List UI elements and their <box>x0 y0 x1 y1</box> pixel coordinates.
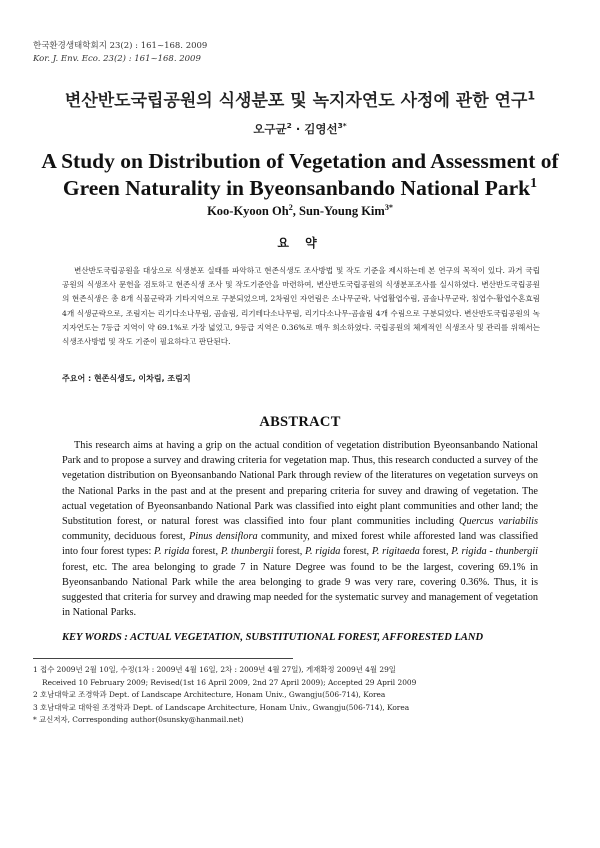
korean-abstract: 변산반도국립공원을 대상으로 식생분포 실태를 파악하고 현존식생도 조사방법 및 작도 기준을 제시하는데 본 연구의 목적이 있다. 과거 국립공원의 식생조사 문헌을 검토하고 현존식생 조사 및 작도기준안을 마련하여, 변산반도국립공원의 식생분포조사를 실시하였다. 변산반도국립공원의 현존식생은 총 8개 식물군락과 기타지역으로 구분되었으며, 2차림인 자연림은 소나무군락, 낙엽활엽수림, 곰솔나무군락, 침엽수-활엽수혼효림 4개 식생군락으로, 조림지는 리기다소나무림, 곰솔림, 리기테다소나무림, 리기다소나무-곰솔림 4개 수림으로 구분되었다. 변산반도국립공원의 녹지자연도는 7등급 지역이 약 69.1%로 가장 넓었고, 9등급 지역은 0.36%로 매우 희소하였다. 국립공원의 체계적인 식생조사 및 관리를 위해서는 식생조사방법 및 작도 기준이 필요하다고 판단된다. <box>62 266 540 347</box>
footnote-3: 3 호남대학교 대학원 조경학과 Dept. of Landscape Architecture, Honam Univ., Gwangju(506-714), Korea <box>33 702 410 712</box>
abstract-text-1: This research aims at having a grip on the actual condition of vegetation distribution Byeonsanbando National Park and to propose a survey and drawing criteria for vegetation map. Thus, this research conducted a survey of the vegetation distribution on Byeonsanbando National Park through review of the literatures on vegetation surveys on the National Parks in the past and at the present and preparing criteria for suvey and drawing of vegetation. The actual vegetation of Byeonsanbando National Park was classified into eight plant communities and other land; the Substitution forest, or natural forest was classified into four plant communities including <box>62 440 538 528</box>
abstract-text-2: community, deciduous forest, <box>62 531 189 543</box>
abstract-text-4: forest, <box>189 546 221 558</box>
abstract-species-1: Quercus variabilis <box>459 516 538 528</box>
korean-authors <box>0 121 600 137</box>
footnote-1-english: Received 10 February 2009; Revised(1st 16 April 2009, 2nd 27 April 2009); Accepted 29 April 2009 <box>42 677 417 687</box>
english-title-line-2: Green Naturality in Byeonsanbando National Park <box>62 176 531 200</box>
author-1-en: Koo-Kyoon Oh <box>207 204 289 218</box>
journal-citation-en: Kor. J. Env. Eco. 23(2) : 161~168. 2009 <box>33 54 201 64</box>
summary-heading-ko: 요 약 <box>277 236 323 250</box>
author-separator: · <box>291 122 305 136</box>
footnote-corresponding: * 교신저자, Corresponding author(0sunsky@hanmail.net) <box>33 715 244 724</box>
journal-citation-ko: 한국환경생태학회지 23(2) : 161~168. 2009 <box>33 41 208 51</box>
english-title-line-2-wrap <box>0 175 600 202</box>
footnote-1: 1 접수 2009년 2월 10일, 수정(1차 : 2009년 4월 16일, 2차 : 2009년 4월 27일), 게재확정 2009년 4월 29일 <box>33 665 396 674</box>
footnotes <box>33 664 573 727</box>
korean-title-footnote-mark: 1 <box>527 89 536 103</box>
abstract-text-6: forest, <box>340 546 372 558</box>
abstract-species-6: P. rigitaeda <box>371 546 420 558</box>
footnote-2: 2 호남대학교 조경학과 Dept. of Landscape Architecture, Honam Univ., Gwangju(506-714), Korea <box>33 690 386 699</box>
english-title-line-1: A Study on Distribution of Vegetation and Assessment of <box>41 149 559 173</box>
english-authors <box>0 204 600 219</box>
korean-keywords: 주요어 : 현존식생도, 이차림, 조림지 <box>62 374 191 383</box>
english-keywords: KEY WORDS : ACTUAL VEGETATION, SUBSTITUTIONAL FOREST, AFFORESTED LAND <box>62 632 484 643</box>
abstract-species-7: P. rigida - thunbergii <box>451 546 539 558</box>
abstract-species-2: Pinus densiflora <box>188 531 258 543</box>
author-2-ko: 김영선 <box>304 122 338 136</box>
abstract-species-4: P. thunbergii <box>220 546 274 558</box>
author-2-en-affil: 3* <box>384 202 393 212</box>
author-1-ko-affil: 2 <box>286 121 292 131</box>
english-abstract <box>62 438 538 620</box>
abstract-text-7: forest, <box>419 546 452 558</box>
english-title <box>0 148 600 202</box>
abstract-species-5: P. rigida <box>305 546 341 558</box>
author-1-ko: 오구균 <box>253 122 287 136</box>
korean-title <box>0 86 600 111</box>
abstract-species-3: P. rigida <box>154 546 190 558</box>
author-separator-en: , <box>292 204 299 218</box>
author-2-en: Sun-Young Kim <box>299 204 385 218</box>
abstract-text-8: forest, etc. The area belonging to grade 7 in Nature Degree was found to be the largest, covering 69.1% in Byeonsanbando National Park while the area belonging to grade 9 was very rare, covering 0.36%. Thus, it is suggested that criteria for survey and drawing map needed for the systematic survey and management of vegetation in National Parks. <box>62 561 538 619</box>
abstract-text-5: forest, <box>273 546 306 558</box>
author-2-ko-affil: 3* <box>337 121 347 131</box>
abstract-text-3: community, and mixed forest while afforested land was classified into four forest types: <box>62 531 538 558</box>
english-title-footnote-mark: 1 <box>530 175 538 191</box>
abstract-heading: ABSTRACT <box>259 414 341 430</box>
footnote-divider <box>33 658 293 659</box>
journal-header <box>33 40 207 66</box>
korean-title-text: 변산반도국립공원의 식생분포 및 녹지자연도 사정에 관한 연구 <box>64 91 528 111</box>
author-1-en-affil: 2 <box>288 202 293 212</box>
